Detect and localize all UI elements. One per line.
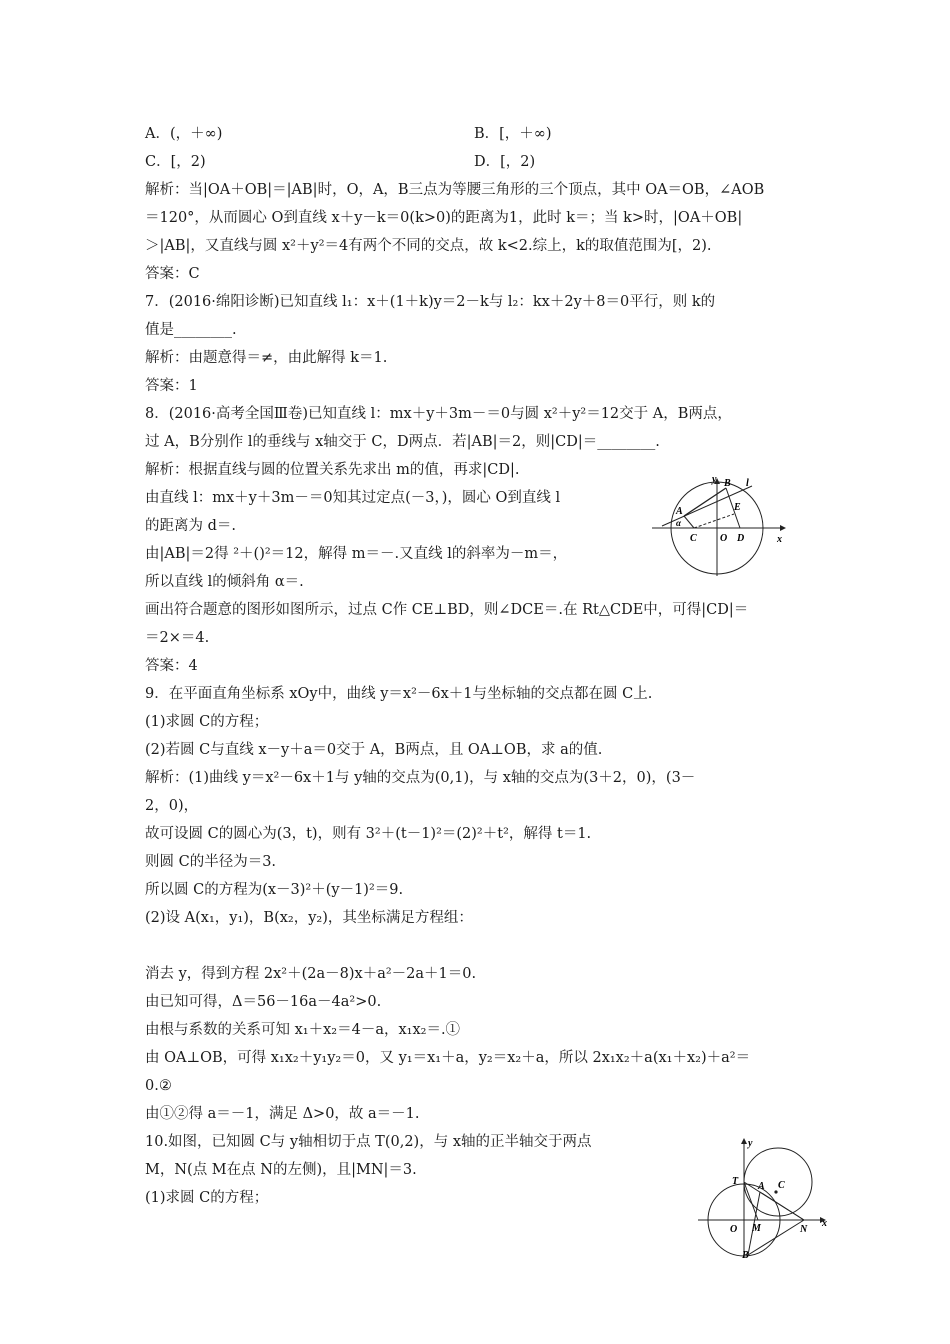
label-x: x [777, 534, 782, 545]
q9-solution-line-1: 解析：(1)曲线 y＝x²－6x＋1与 y轴的交点为(0,1)，与 x轴的交点为(3＋2，0)，(3－ [145, 770, 696, 786]
label-a: A [758, 1181, 765, 1192]
label-b: B [724, 478, 731, 489]
q8-solution-line-2: 由直线 l：mx＋y＋3m－＝0知其过定点(－3，)，圆心 O到直线 l [145, 490, 561, 506]
label-d: D [737, 533, 745, 544]
q8-solution-line-6: 画出符合题意的图形如图所示，过点 C作 CE⊥BD，则∠DCE＝.在 Rt△CDE中，可得|CD|＝ [145, 602, 749, 618]
q6-answer: 答案：C [145, 266, 200, 282]
q9-question: 9．在平面直角坐标系 xOy中，曲线 y＝x²－6x＋1与坐标轴的交点都在圆 C上. [145, 686, 653, 702]
q10-part-1: (1)求圆 C的方程； [145, 1190, 269, 1206]
label-x: x [822, 1218, 827, 1229]
y-axis-arrow [741, 1138, 747, 1144]
segment-ac [684, 516, 694, 528]
option-a: A．(，＋∞) [145, 126, 223, 142]
label-o: O [730, 1224, 738, 1235]
q8-solution-line-4: 由|AB|＝2得 ²＋()²＝12，解得 m＝－.又直线 l的斜率为－m＝， [145, 546, 568, 562]
q8-answer: 答案：4 [145, 658, 198, 674]
q9-solution-line-7: 消去 y，得到方程 2x²＋(2a－8)x＋a²－2a＋1＝0. [145, 966, 477, 982]
q9-part-1: (1)求圆 C的方程； [145, 714, 269, 730]
q9-solution-line-12: 由①②得 a＝－1，满足 Δ>0，故 a＝－1. [145, 1106, 420, 1122]
q8-solution-line-1: 解析：根据直线与圆的位置关系先求出 m的值，再求|CD|. [145, 462, 520, 478]
q8-figure-svg [648, 462, 788, 580]
q9-solution-line-9: 由根与系数的关系可知 x₁＋x₂＝4－a，x₁x₂＝.① [145, 1022, 461, 1038]
segment-ce [694, 514, 734, 528]
q10-question-line-2: M，N(点 M在点 N的左侧)，且|MN|＝3. [145, 1162, 417, 1178]
label-t: T [732, 1176, 739, 1187]
q9-part-2: (2)若圆 C与直线 x－y＋a＝0交于 A，B两点，且 OA⊥OB，求 a的值. [145, 742, 603, 758]
q9-solution-line-5: 所以圆 C的方程为(x－3)²＋(y－1)²＝9. [145, 882, 404, 898]
q8-solution-line-5: 所以直线 l的倾斜角 α＝. [145, 574, 304, 590]
q7-solution: 解析：由题意得＝≠，由此解得 k＝1. [145, 350, 388, 366]
q8-question-line-1: 8．(2016·高考全国Ⅲ卷)已知直线 l：mx＋y＋3m－＝0与圆 x²＋y²＝12交于 A，B两点， [145, 406, 732, 422]
label-c: C [690, 533, 697, 544]
q7-question-line-2: 值是________. [145, 322, 237, 338]
x-axis-arrow [780, 525, 786, 531]
label-l: l [746, 478, 749, 489]
label-alpha: α [676, 518, 681, 528]
q9-solution-line-11: 0.② [145, 1078, 172, 1094]
q8-figure [648, 462, 788, 580]
q8-question-line-2: 过 A，B分别作 l的垂线与 x轴交于 C，D两点．若|AB|＝2，则|CD|＝________. [145, 434, 660, 450]
label-n: N [800, 1224, 808, 1235]
q10-question-line-1: 10.如图，已知圆 C与 y轴相切于点 T(0,2)，与 x轴的正半轴交于两点 [145, 1134, 592, 1150]
q9-solution-line-2: 2，0)， [145, 798, 199, 814]
q9-solution-line-4: 则圆 C的半径为＝3. [145, 854, 277, 870]
q9-solution-line-6: (2)设 A(x₁，y₁)，B(x₂，y₂)，其坐标满足方程组： [145, 910, 473, 926]
option-d: D．[，2) [474, 154, 536, 170]
label-a: A [676, 506, 683, 517]
label-c: C [778, 1180, 785, 1191]
label-y: y [748, 1138, 753, 1149]
q8-solution-line-7: ＝2×＝4. [145, 630, 210, 646]
q10-figure [696, 1134, 836, 1260]
q9-solution-line-8: 由已知可得，Δ＝56－16a－4a²>0. [145, 994, 382, 1010]
q9-solution-line-10: 由 OA⊥OB，可得 x₁x₂＋y₁y₂＝0，又 y₁＝x₁＋a，y₂＝x₂＋a，所以 2x₁x₂＋a(x₁＋x₂)＋a²＝ [145, 1050, 751, 1066]
label-b: B [742, 1250, 749, 1260]
q7-question-line-1: 7．(2016·绵阳诊断)已知直线 l₁：x＋(1＋k)y＝2－k与 l₂：kx＋2y＋8＝0平行，则 k的 [145, 294, 716, 310]
q10-figure-svg [696, 1134, 836, 1260]
label-o: O [720, 533, 728, 544]
chord-ab [684, 488, 726, 516]
q6-solution-line-3: ＞|AB|，又直线与圆 x²＋y²＝4有两个不同的交点，故 k<2.综上，k的取值范围为[，2). [145, 238, 712, 254]
option-c: C．[，2) [145, 154, 206, 170]
label-y: y [712, 474, 717, 485]
q8-solution-line-3: 的距离为 d＝. [145, 518, 236, 534]
label-m: M [752, 1223, 761, 1234]
q7-answer: 答案：1 [145, 378, 198, 394]
q6-solution-line-1: 解析：当|OA＋OB|＝|AB|时，O，A，B三点为等腰三角形的三个顶点，其中 OA＝OB，∠AOB [145, 182, 765, 198]
q6-solution-line-2: ＝120°，从而圆心 O到直线 x＋y－k＝0(k>0)的距离为1，此时 k＝；当 k>时，|OA＋OB| [145, 210, 743, 226]
q9-solution-line-3: 故可设圆 C的圆心为(3，t)，则有 3²＋(t－1)²＝(2)²＋t²，解得 t＝1. [145, 826, 592, 842]
option-b: B．[，＋∞) [474, 126, 552, 142]
label-e: E [734, 502, 741, 513]
